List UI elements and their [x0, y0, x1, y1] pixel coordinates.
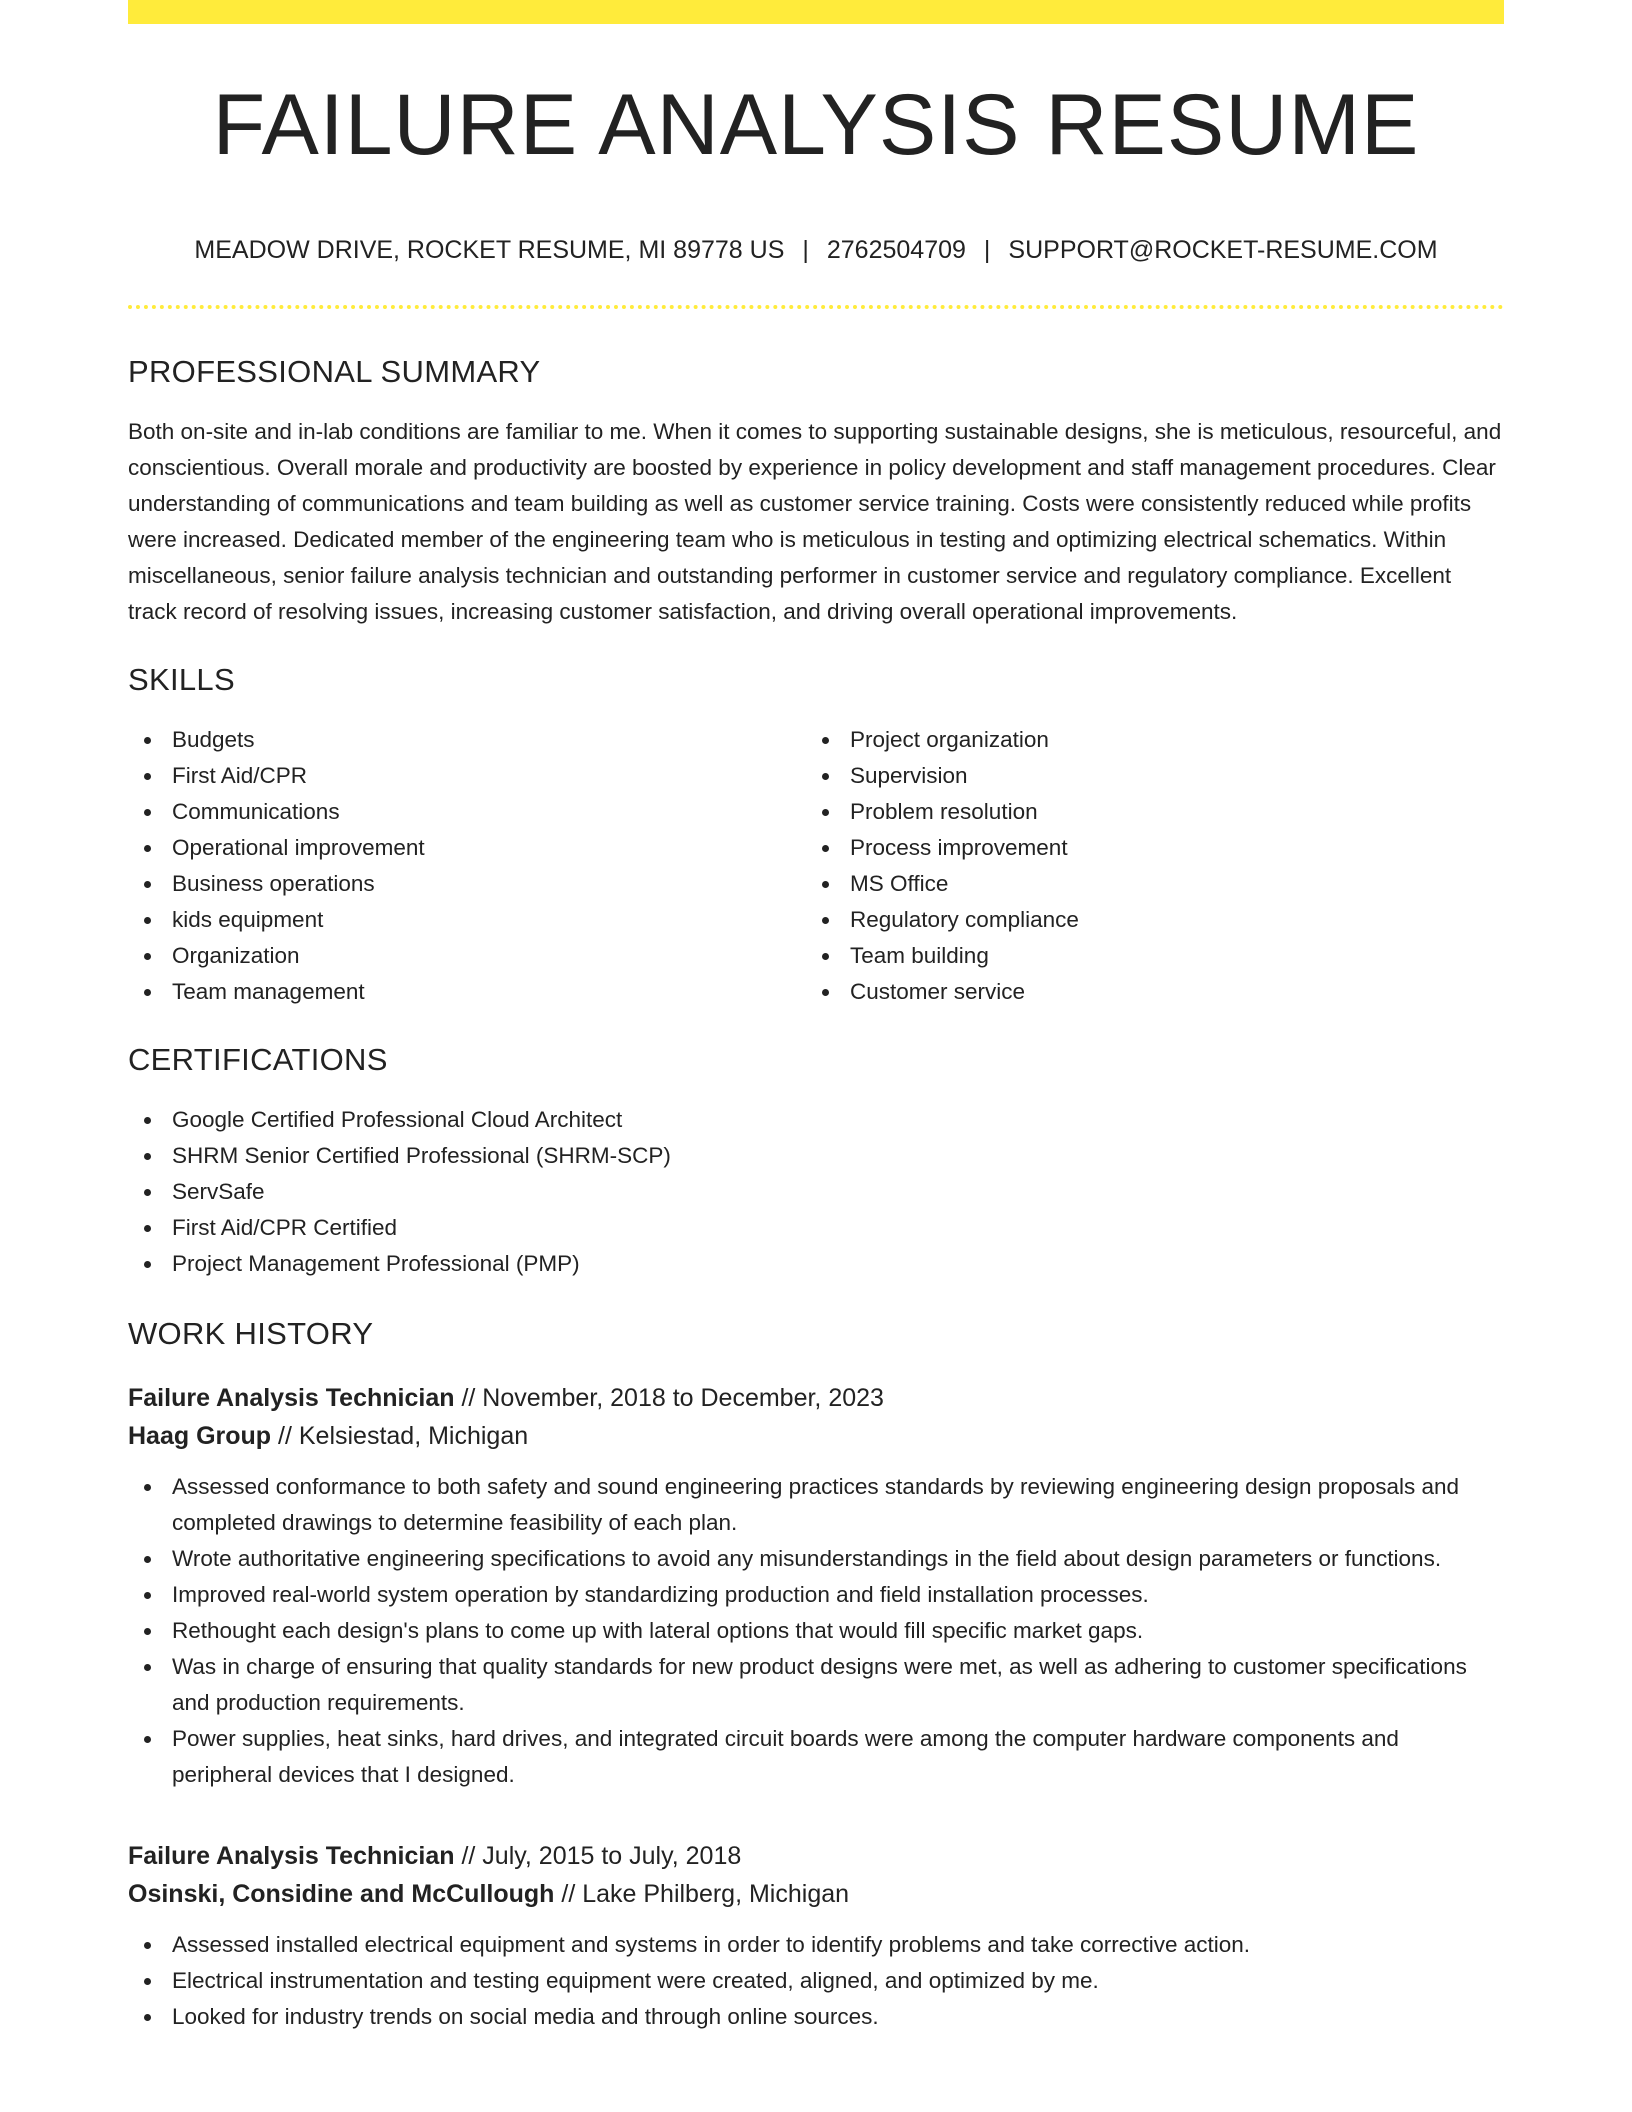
- job-dates: // November, 2018 to December, 2023: [454, 1384, 884, 1412]
- contact-email: SUPPORT@ROCKET-RESUME.COM: [1008, 236, 1438, 264]
- contact-address: MEADOW DRIVE, ROCKET RESUME, MI 89778 US: [194, 236, 785, 264]
- certifications-heading: CERTIFICATIONS: [128, 1042, 388, 1077]
- job-company: Haag Group: [128, 1422, 272, 1450]
- job-bullet: Assessed installed electrical equipment and systems in order to identify problems and take corrective action.: [128, 1927, 1504, 1963]
- dotted-divider: [128, 305, 1504, 309]
- skill-item: First Aid/CPR: [128, 758, 806, 794]
- summary-heading: PROFESSIONAL SUMMARY: [128, 354, 541, 389]
- job-bullet: Electrical instrumentation and testing equipment were created, aligned, and optimized by me.: [128, 1963, 1504, 1999]
- job-bullet: Looked for industry trends on social media and through online sources.: [128, 1999, 1504, 2035]
- resume-title: FAILURE ANALYSIS RESUME: [212, 77, 1420, 173]
- job-title-line: [128, 1379, 1504, 1417]
- skill-item: Customer service: [806, 974, 1484, 1010]
- skill-item: Project organization: [806, 722, 1484, 758]
- accent-top-bar: [128, 0, 1504, 24]
- job-bullet: Was in charge of ensuring that quality standards for new product designs were met, as well as adhering to customer specifications and production requirements.: [128, 1649, 1504, 1721]
- skill-item: Problem resolution: [806, 794, 1484, 830]
- summary-text: Both on-site and in-lab conditions are familiar to me. When it comes to supporting sustainable designs, she is meticulous, resourceful, and conscientious. Overall morale and productivity are boosted by experience in policy development and staff management procedures. Clear understanding of communications and team building as well as customer service training. Costs were consistently reduced while profits were increased. Dedicated member of the engineering team who is meticulous in testing and optimizing electrical schematics. Within miscellaneous, senior failure analysis technician and outstanding performer in customer service and regulatory compliance. Excellent track record of resolving issues, increasing customer satisfaction, and driving overall operational improvements.: [128, 419, 1502, 624]
- skill-item: Team building: [806, 938, 1484, 974]
- contact-phone: 2762504709: [826, 236, 966, 264]
- skill-item: Organization: [128, 938, 806, 974]
- skill-item: Team management: [128, 974, 806, 1010]
- skill-item: Operational improvement: [128, 830, 806, 866]
- job-bullet: Wrote authoritative engineering specifications to avoid any misunderstandings in the field about design parameters or functions.: [128, 1541, 1504, 1577]
- certification-item: Project Management Professional (PMP): [128, 1246, 1504, 1282]
- job-bullet: Assessed conformance to both safety and sound engineering practices standards by reviewing engineering design proposals and completed drawings to determine feasibility of each plan.: [128, 1469, 1504, 1541]
- skill-item: kids equipment: [128, 902, 806, 938]
- contact-separator: |: [802, 236, 809, 264]
- job-location: // Lake Philberg, Michigan: [554, 1880, 850, 1908]
- skill-item: MS Office: [806, 866, 1484, 902]
- job-entry: [128, 1379, 1504, 1793]
- certification-item: First Aid/CPR Certified: [128, 1210, 1504, 1246]
- skills-heading: SKILLS: [128, 662, 235, 697]
- job-title-line: [128, 1837, 1504, 1875]
- job-bullet-list: [128, 1469, 1504, 1793]
- job-company-line: [128, 1417, 1504, 1455]
- certification-item: Google Certified Professional Cloud Architect: [128, 1102, 1504, 1138]
- skills-column-left: [128, 722, 806, 1010]
- contact-line: [128, 238, 1504, 263]
- job-location: // Kelsiestad, Michigan: [271, 1422, 529, 1450]
- skill-item: Budgets: [128, 722, 806, 758]
- job-title: Failure Analysis Technician: [128, 1842, 455, 1870]
- skill-item: Regulatory compliance: [806, 902, 1484, 938]
- job-bullet-list: [128, 1927, 1504, 2035]
- job-bullet: Power supplies, heat sinks, hard drives, and integrated circuit boards were among the computer hardware components and peripheral devices that I designed.: [128, 1721, 1504, 1793]
- job-bullet: Improved real-world system operation by standardizing production and field installation processes.: [128, 1577, 1504, 1613]
- certification-item: SHRM Senior Certified Professional (SHRM-SCP): [128, 1138, 1504, 1174]
- certification-item: ServSafe: [128, 1174, 1504, 1210]
- work-history-heading: WORK HISTORY: [128, 1316, 374, 1351]
- skill-item: Supervision: [806, 758, 1484, 794]
- job-company: Osinski, Considine and McCullough: [128, 1880, 555, 1908]
- contact-separator: |: [983, 236, 991, 264]
- skill-item: Communications: [128, 794, 806, 830]
- job-entry: [128, 1837, 1504, 2035]
- skills-grid: [128, 722, 1504, 1010]
- skills-column-right: [806, 722, 1484, 1010]
- certifications-list: [128, 1102, 1504, 1282]
- job-company-line: [128, 1875, 1504, 1913]
- skill-item: Process improvement: [806, 830, 1484, 866]
- job-bullet: Rethought each design's plans to come up with lateral options that would fill specific market gaps.: [128, 1613, 1504, 1649]
- resume-page: [128, 0, 1504, 2035]
- skill-item: Business operations: [128, 866, 806, 902]
- job-dates: // July, 2015 to July, 2018: [454, 1842, 742, 1870]
- job-title: Failure Analysis Technician: [128, 1384, 455, 1412]
